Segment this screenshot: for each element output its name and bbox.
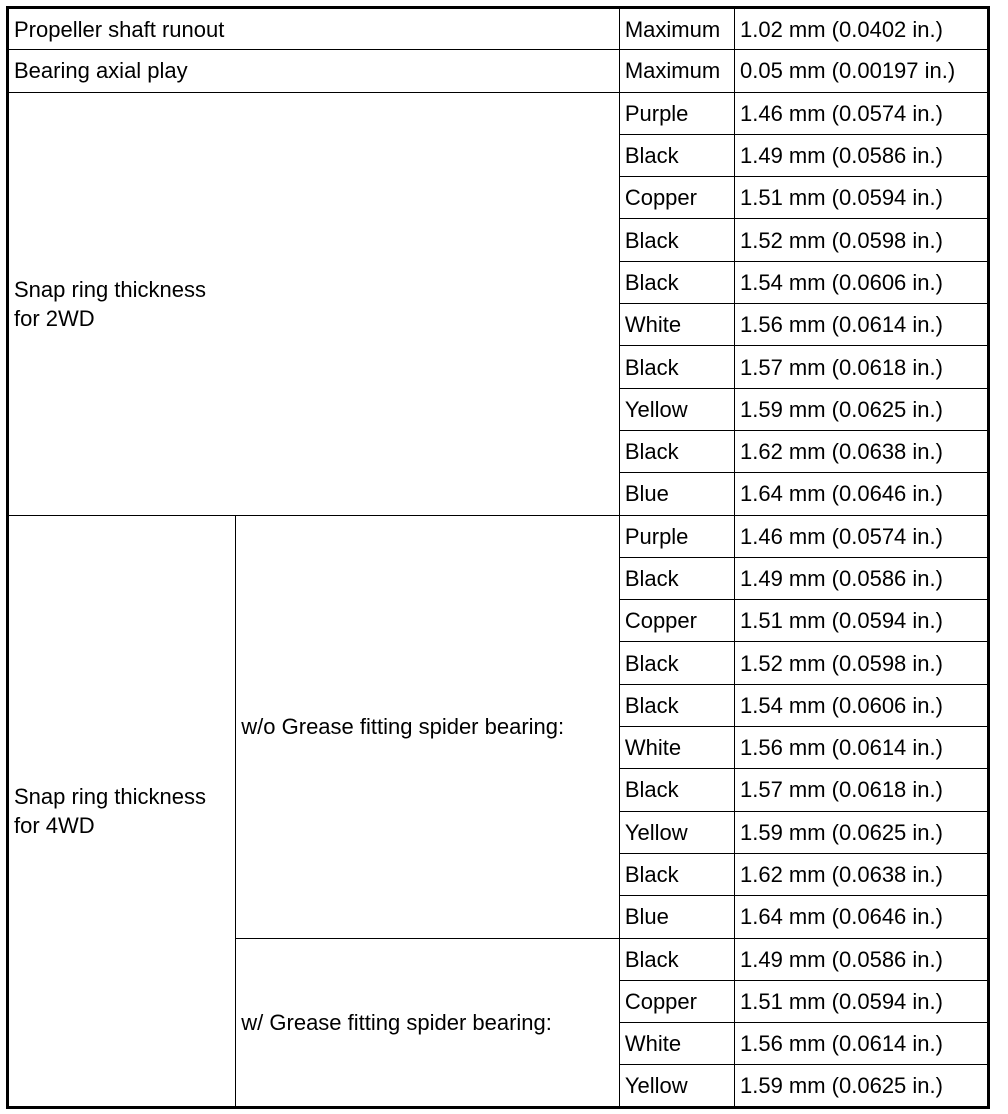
thickness-cell: 1.56 mm (0.0614 in.) — [734, 727, 988, 769]
color-cell: White — [619, 304, 734, 346]
snap-ring-4wd-label-line2: for 4WD — [14, 812, 95, 838]
thickness-cell: 1.49 mm (0.0586 in.) — [734, 938, 988, 980]
thickness-cell: 1.46 mm (0.0574 in.) — [734, 92, 988, 134]
thickness-cell: 1.49 mm (0.0586 in.) — [734, 134, 988, 176]
color-cell: White — [619, 1023, 734, 1065]
axial-play-value: 0.05 mm (0.00197 in.) — [734, 50, 988, 92]
color-cell: Black — [619, 219, 734, 261]
thickness-cell: 1.51 mm (0.0594 in.) — [734, 177, 988, 219]
table-row — [8, 8, 989, 50]
color-cell: Black — [619, 642, 734, 684]
thickness-cell: 1.54 mm (0.0606 in.) — [734, 261, 988, 303]
color-cell: Yellow — [619, 1065, 734, 1107]
snap-ring-2wd-label-line1: Snap ring thickness — [14, 276, 206, 302]
thickness-cell: 1.59 mm (0.0625 in.) — [734, 811, 988, 853]
color-cell: Blue — [619, 473, 734, 515]
color-cell: Copper — [619, 980, 734, 1022]
color-cell: Yellow — [619, 388, 734, 430]
thickness-cell: 1.56 mm (0.0614 in.) — [734, 1023, 988, 1065]
color-cell: Black — [619, 557, 734, 599]
snap-ring-2wd-label-line2: for 2WD — [14, 305, 95, 331]
thickness-cell: 1.46 mm (0.0574 in.) — [734, 515, 988, 557]
snap-ring-2wd-label — [8, 92, 620, 515]
table-row — [8, 515, 989, 557]
table-row — [8, 50, 989, 92]
thickness-cell: 1.59 mm (0.0625 in.) — [734, 1065, 988, 1107]
color-cell: Blue — [619, 896, 734, 938]
axial-play-limit: Maximum — [619, 50, 734, 92]
thickness-cell: 1.62 mm (0.0638 in.) — [734, 430, 988, 472]
color-cell: Purple — [619, 515, 734, 557]
runout-limit: Maximum — [619, 8, 734, 50]
color-cell: Black — [619, 346, 734, 388]
without-grease-label: w/o Grease fitting spider bearing: — [236, 515, 620, 938]
axial-play-label: Bearing axial play — [8, 50, 620, 92]
color-cell: Copper — [619, 177, 734, 219]
snap-ring-4wd-label-line1: Snap ring thickness — [14, 783, 206, 809]
color-cell: Black — [619, 261, 734, 303]
thickness-cell: 1.54 mm (0.0606 in.) — [734, 684, 988, 726]
runout-label: Propeller shaft runout — [8, 8, 620, 50]
color-cell: Black — [619, 938, 734, 980]
thickness-cell: 1.57 mm (0.0618 in.) — [734, 769, 988, 811]
thickness-cell: 1.49 mm (0.0586 in.) — [734, 557, 988, 599]
table-row — [8, 92, 989, 134]
runout-value: 1.02 mm (0.0402 in.) — [734, 8, 988, 50]
color-cell: Black — [619, 769, 734, 811]
thickness-cell: 1.57 mm (0.0618 in.) — [734, 346, 988, 388]
color-cell: Black — [619, 684, 734, 726]
color-cell: Yellow — [619, 811, 734, 853]
thickness-cell: 1.64 mm (0.0646 in.) — [734, 896, 988, 938]
specification-table-body — [8, 8, 989, 1108]
thickness-cell: 1.56 mm (0.0614 in.) — [734, 304, 988, 346]
thickness-cell: 1.62 mm (0.0638 in.) — [734, 853, 988, 895]
with-grease-label: w/ Grease fitting spider bearing: — [236, 938, 620, 1107]
snap-ring-4wd-label — [8, 515, 236, 1107]
specification-table — [6, 6, 990, 1109]
color-cell: Black — [619, 134, 734, 176]
color-cell: Black — [619, 430, 734, 472]
thickness-cell: 1.51 mm (0.0594 in.) — [734, 600, 988, 642]
color-cell: Black — [619, 853, 734, 895]
color-cell: Copper — [619, 600, 734, 642]
thickness-cell: 1.59 mm (0.0625 in.) — [734, 388, 988, 430]
color-cell: White — [619, 727, 734, 769]
color-cell: Purple — [619, 92, 734, 134]
thickness-cell: 1.51 mm (0.0594 in.) — [734, 980, 988, 1022]
thickness-cell: 1.52 mm (0.0598 in.) — [734, 219, 988, 261]
thickness-cell: 1.52 mm (0.0598 in.) — [734, 642, 988, 684]
thickness-cell: 1.64 mm (0.0646 in.) — [734, 473, 988, 515]
